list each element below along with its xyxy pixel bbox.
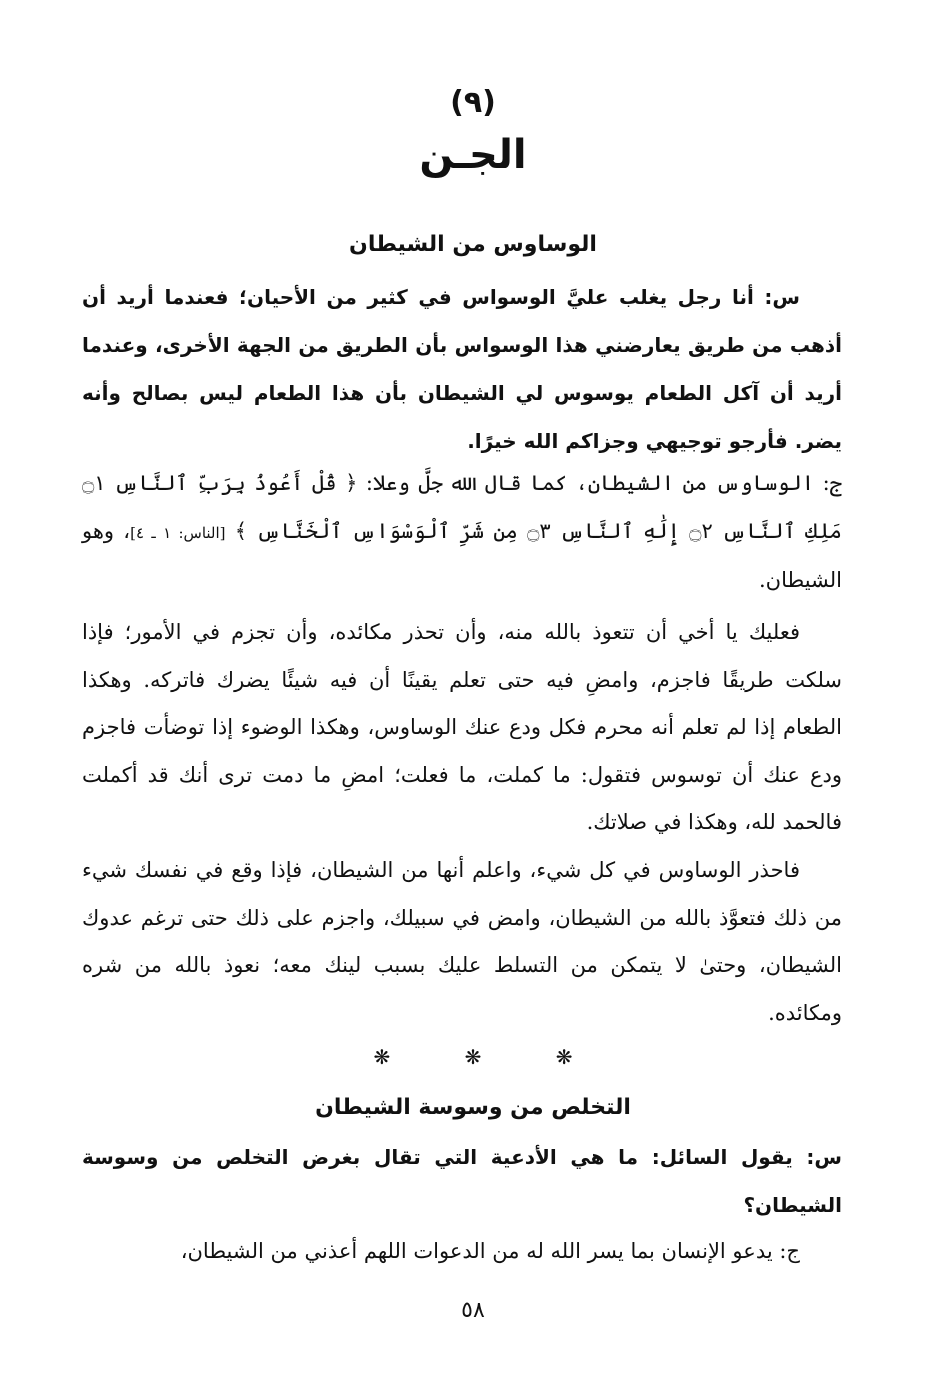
answer-paragraph-2: ج: يدعو الإنسان بما يسر الله له من الدعوات اللهم أعذني من الشيطان، bbox=[180, 1239, 800, 1263]
separator-star-icon: ❋ bbox=[464, 1045, 482, 1069]
answer-end: ، وهو الشيطان. bbox=[82, 518, 842, 592]
answer-intro: ج: الوساوس من الشيطان، كما قال الله جلَّ وعلا: bbox=[365, 471, 842, 495]
separator-star-icon: ❋ bbox=[373, 1045, 391, 1069]
section-title-getting-rid: التخلص من وسوسة الشيطان bbox=[315, 1095, 631, 1120]
advice-paragraph: فعليك يا أخي أن تتعوذ بالله منه، وأن تحذر مكائده، وأن تجزم في الأمور؛ فإذا سلكت طريقًا فاجزم، وامضِ فيه حتى تعلم يقينًا أن فيه شيئًا يضرك فاتركه. وهكذا الطعام إذا لم تعلم أنه محرم فكل ودع عنك الوساوس، وهكذا الوضوء إذا توضأت فاجزم ودع عنك أن توسوس فتقول: ما كملت، ما فعلت؛ امضِ ما دمت ترى أنك قد أكملت فالحمد لله، وهكذا في صلاتك. bbox=[82, 620, 842, 834]
answer-paragraph bbox=[82, 460, 842, 605]
separator-star-icon: ❋ bbox=[555, 1045, 573, 1069]
section-separator bbox=[0, 1044, 946, 1070]
chapter-title: الجـن bbox=[419, 132, 527, 178]
warning-paragraph: فاحذر الوساوس في كل شيء، واعلم أنها من الشيطان، فإذا وقع في نفسك شيء من ذلك فتعوَّذ بالله من الشيطان، وامض في سبيلك، واجزم على ذلك حتى ترغم عدوك الشيطان، وحتىٰ لا يتمكن من التسلط عليك بسبب لينك معه؛ نعوذ بالله من شره ومكائده. bbox=[82, 858, 842, 1025]
quran-verse: ﴿ قُلْ أَعُوذُ بِرَبِّ ٱلنَّاسِ ۝١ مَلِكِ ٱلنَّاسِ ۝٢ إِلَٰهِ ٱلنَّاسِ ۝٣ مِن شَرِّ ٱلْوَسْوَاسِ ٱلْخَنَّاسِ ﴾ bbox=[82, 471, 842, 543]
page-number: ٥٨ bbox=[461, 1298, 485, 1323]
section-title-whispers: الوساوس من الشيطان bbox=[349, 232, 597, 257]
chapter-number: (٩) bbox=[450, 85, 496, 120]
question-paragraph: س: أنا رجل يغلب عليَّ الوسواس في كثير من الأحيان؛ فعندما أريد أن أذهب من طريق يعارضني هذا الوسواس بأن الطريق من الجهة الأخرى، وعندما أريد أن آكل الطعام يوسوس لي الشيطان بأن هذا الطعام ليس بصالح وأنه يضر. فأرجو توجيهي وجزاكم الله خيرًا. bbox=[82, 285, 842, 453]
quran-reference: [الناس: ١ ـ ٤] bbox=[130, 523, 226, 542]
question-paragraph-2: س: يقول السائل: ما هي الأدعية التي تقال بغرض التخلص من وسوسة الشيطان؟ bbox=[82, 1145, 842, 1217]
